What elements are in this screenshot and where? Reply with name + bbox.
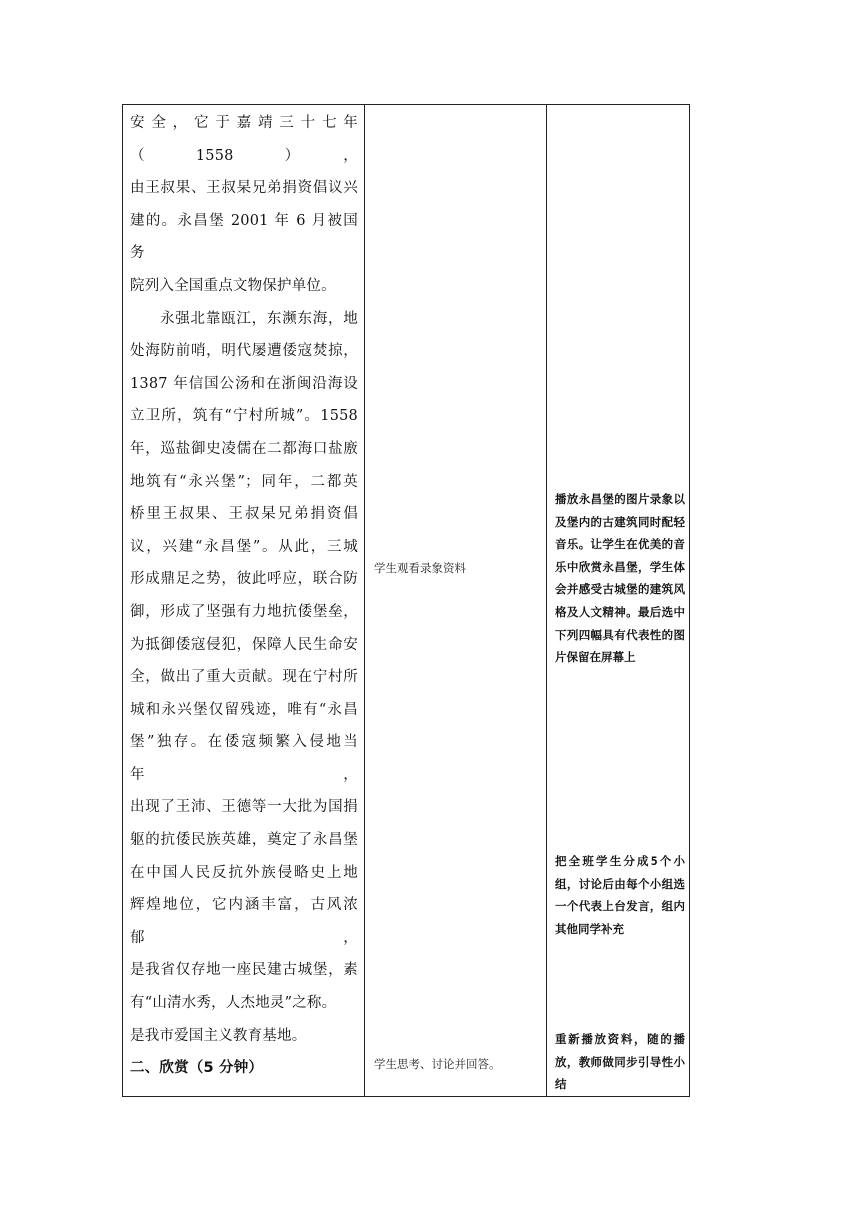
text-line: 安全，它于嘉靖三十七年（1558）， <box>130 115 358 164</box>
text-line: 年，巡盐御史凌儒在二都海口盐廒 <box>130 440 358 457</box>
text-line: 是我省仅存地一座民建古城堡，素 <box>130 962 358 979</box>
text-line: 城和永兴堡仅留残迹，唯有“永昌 <box>130 701 358 718</box>
teacher-note-3: 重新播放资料，随的播放，教师做同步引导性小结 <box>555 1032 685 1092</box>
teacher-note-2: 把全班学生分成5个小组，讨论后由每个小组选一个代表上台发言，组内其他同学补充 <box>555 854 685 936</box>
text-line: 在中国人民反抗外族侵略史上地 <box>130 864 358 881</box>
text-line: 有“山清水秀，人杰地灵”之称。 <box>130 995 337 1012</box>
text-line: 建的。永昌堡 2001 年 6 月被国务 <box>130 212 358 262</box>
text-line: 由王叔果、王叔杲兄弟捐资倡议兴 <box>130 180 358 197</box>
text-line: 为抵御倭寇侵犯，保障人民生命安 <box>130 636 358 653</box>
section-heading: 二、欣赏（5 分钟） <box>130 1060 264 1077</box>
text-line: 院列入全国重点文物保护单位。 <box>130 277 336 294</box>
student-activity-2: 学生思考、讨论并回答。 <box>374 1057 501 1071</box>
column-divider-1 <box>364 105 365 1096</box>
text-line: 辉煌地位，它内涵丰富，古风浓郁， <box>130 897 358 946</box>
student-activity-1: 学生观看录象资料 <box>374 561 466 575</box>
lesson-table <box>122 104 690 1097</box>
text-line: 躯的抗倭民族英雄，奠定了永昌堡 <box>130 832 358 849</box>
teacher-note-1: 播放永昌堡的图片录象以及堡内的古建筑同时配轻音乐。让学生在优美的音乐中欣赏永昌堡，学生体会并感受古城堡的建筑风格及人文精神。最后选中下列四幅具有代表性的图片保留在屏幕上 <box>555 492 685 665</box>
text-line: 是我市爱国主义教育基地。 <box>130 1027 307 1044</box>
text-line: 立卫所，筑有“宁村所城”。1558 <box>130 408 358 425</box>
text-line: 处海防前哨，明代屡遭倭寇焚掠， <box>130 343 358 360</box>
text-line: 形成鼎足之势，彼此呼应，联合防 <box>130 571 358 588</box>
text-line: 出现了王沛、王德等一大批为国捐 <box>130 799 358 816</box>
content-column <box>130 107 358 1085</box>
text-line: 堡”独存。在倭寇频繁入侵地当年， <box>130 734 358 783</box>
text-line: 议，兴建“永昌堡”。从此，三城 <box>130 538 358 555</box>
column-divider-2 <box>546 105 547 1096</box>
text-line: 全，做出了重大贡献。现在宁村所 <box>130 669 358 686</box>
text-line: 地筑有“永兴堡”；同年，二都英 <box>130 473 358 490</box>
text-line: 桥里王叔果、王叔杲兄弟捐资倡 <box>130 506 358 523</box>
text-line: 永强北靠瓯江，东濒东海，地 <box>160 310 358 327</box>
text-line: 1387 年信国公汤和在浙闽沿海设 <box>130 375 358 392</box>
text-line: 御，形成了坚强有力地抗倭堡垒， <box>130 603 358 620</box>
